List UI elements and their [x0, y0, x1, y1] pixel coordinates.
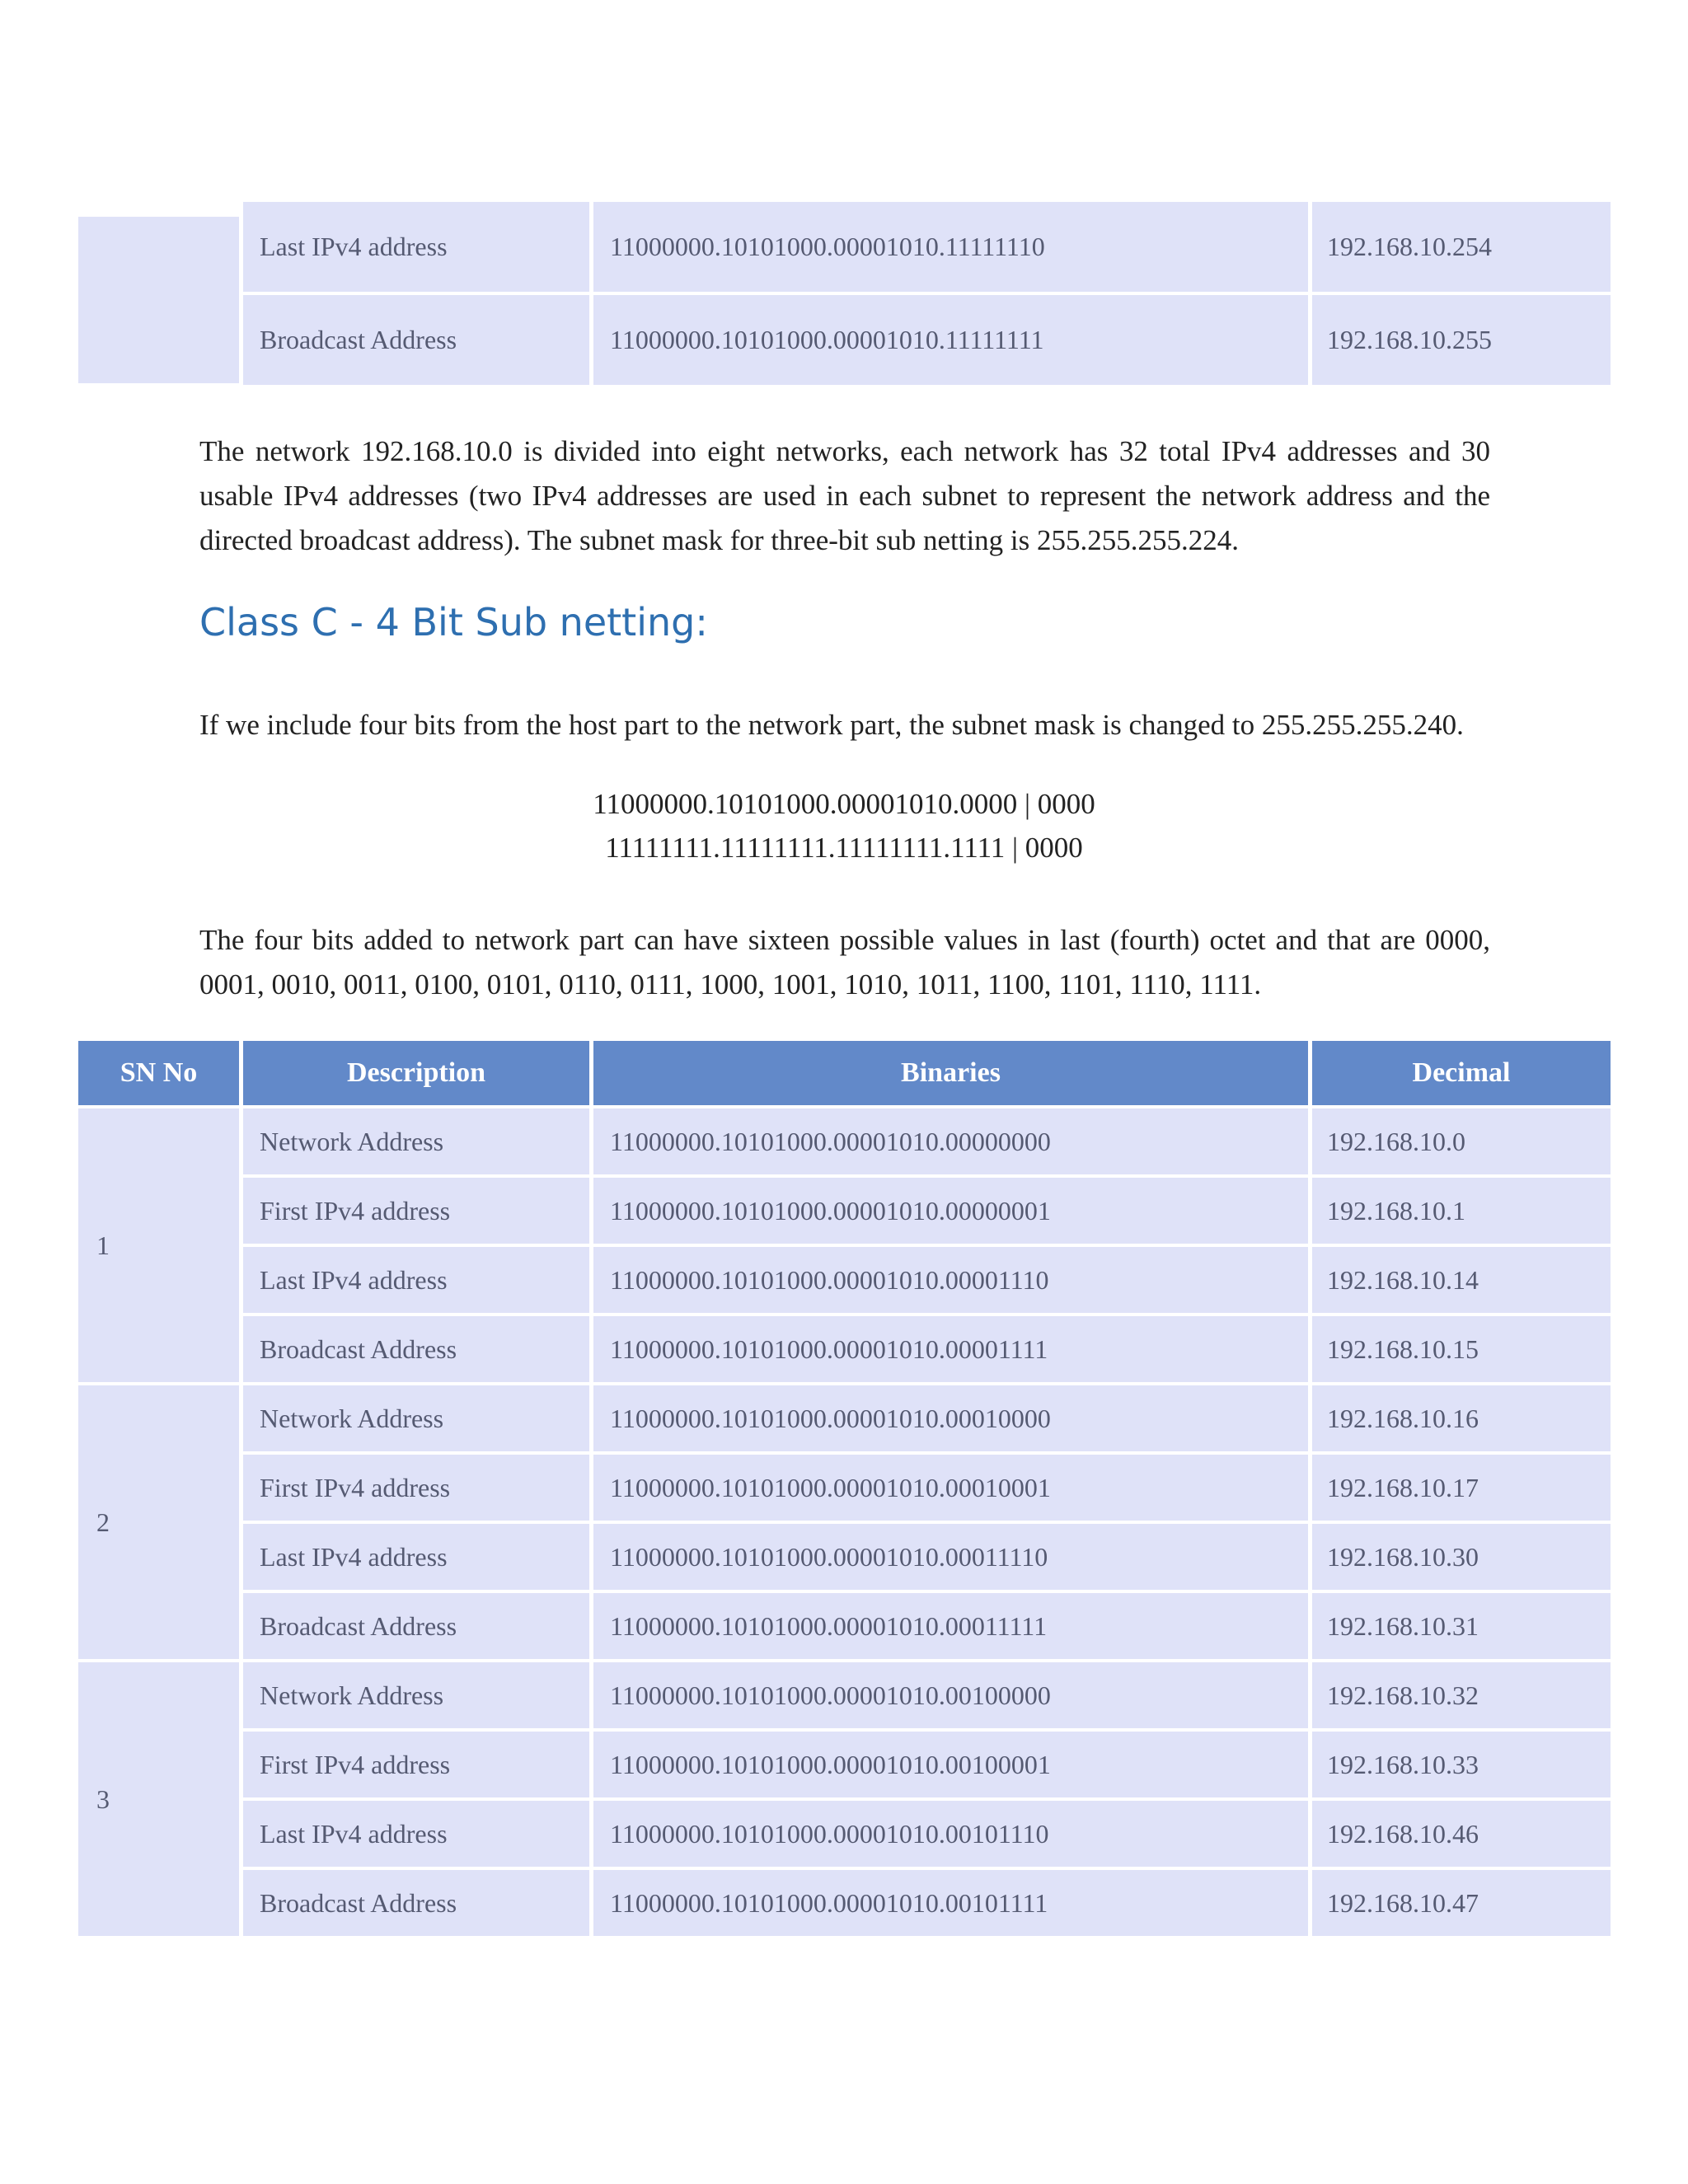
- subnet-table: [78, 1041, 1611, 1939]
- table-row: [243, 1870, 1611, 1939]
- binary-cell: 11000000.10101000.00001010.00011111: [593, 1593, 1312, 1662]
- table-row: [243, 1108, 1611, 1178]
- binary-cell: 11000000.10101000.00001010.00001110: [593, 1247, 1312, 1316]
- paragraph-four-bits: If we include four bits from the host part to the network part, the subnet mask is changed to 255.255.255.240.: [199, 709, 1464, 741]
- binary-cell: 11000000.10101000.00001010.00101111: [593, 1870, 1312, 1939]
- top-table-sn-cell: [78, 217, 243, 387]
- binary-cell: 11000000.10101000.00001010.00011110: [593, 1524, 1312, 1593]
- table-row: [243, 1247, 1611, 1316]
- description-cell: First IPv4 address: [243, 1178, 593, 1247]
- description-cell: Last IPv4 address: [243, 1801, 593, 1870]
- table-group: [78, 1108, 1611, 1385]
- description-cell: Last IPv4 address: [243, 202, 593, 295]
- binary-cell: 11000000.10101000.00001010.00010000: [593, 1385, 1312, 1455]
- table-row: [243, 1316, 1611, 1385]
- header-binaries: Binaries: [593, 1041, 1312, 1108]
- decimal-cell: 192.168.10.17: [1312, 1455, 1611, 1524]
- section-heading: Class C - 4 Bit Sub netting:: [199, 600, 708, 644]
- table-row: [243, 1178, 1611, 1247]
- description-cell: Last IPv4 address: [243, 1524, 593, 1593]
- decimal-cell: 192.168.10.32: [1312, 1662, 1611, 1732]
- table-group: [78, 1662, 1611, 1939]
- description-cell: Network Address: [243, 1385, 593, 1455]
- binary-address-line: 11000000.10101000.00001010.0000 | 0000: [593, 788, 1095, 820]
- decimal-cell: 192.168.10.255: [1312, 295, 1611, 388]
- top-table-group: [78, 202, 1611, 388]
- decimal-cell: 192.168.10.31: [1312, 1593, 1611, 1662]
- binary-cell: 11000000.10101000.00001010.00010001: [593, 1455, 1312, 1524]
- description-cell: First IPv4 address: [243, 1732, 593, 1801]
- paragraph-sixteen-values: The four bits added to network part can have sixteen possible values in last (fourth) octet and that are 0000, 0001, 0010, 0011, 0100, 0101, 0110, 0111, 1000, 1001, 1010, 1011, 1100, 1101, 1110, 1111.: [199, 924, 1490, 1001]
- table-body: [78, 1108, 1611, 1939]
- sn-cell: 1: [78, 1108, 243, 1385]
- description-cell: Broadcast Address: [243, 1316, 593, 1385]
- decimal-cell: 192.168.10.16: [1312, 1385, 1611, 1455]
- binary-mask-line: 11111111.11111111.11111111.1111 | 0000: [605, 832, 1083, 864]
- decimal-cell: 192.168.10.15: [1312, 1316, 1611, 1385]
- paragraph-eight-networks: The network 192.168.10.0 is divided into eight networks, each network has 32 total IPv4 addresses and 30 usable IPv4 addresses (two IPv4 addresses are used in each subnet to represent the network address and the directed broadcast address). The subnet mask for three-bit sub netting is 255.255.255.224.: [199, 435, 1490, 556]
- decimal-cell: 192.168.10.0: [1312, 1108, 1611, 1178]
- decimal-cell: 192.168.10.1: [1312, 1178, 1611, 1247]
- header-sn-no: SN No: [78, 1041, 243, 1108]
- binary-cell: 11000000.10101000.00001010.00100000: [593, 1662, 1312, 1732]
- description-cell: Last IPv4 address: [243, 1247, 593, 1316]
- table-group: [78, 1385, 1611, 1662]
- table-row: [243, 1524, 1611, 1593]
- binary-cell: 11000000.10101000.00001010.11111111: [593, 295, 1312, 388]
- decimal-cell: 192.168.10.14: [1312, 1247, 1611, 1316]
- header-decimal: Decimal: [1312, 1041, 1611, 1108]
- table-header-row: [78, 1041, 1611, 1108]
- description-cell: Broadcast Address: [243, 295, 593, 388]
- description-cell: First IPv4 address: [243, 1455, 593, 1524]
- description-cell: Network Address: [243, 1108, 593, 1178]
- binary-cell: 11000000.10101000.00001010.00000001: [593, 1178, 1312, 1247]
- decimal-cell: 192.168.10.33: [1312, 1732, 1611, 1801]
- table-row: [243, 295, 1611, 388]
- description-cell: Network Address: [243, 1662, 593, 1732]
- table-row: [243, 1455, 1611, 1524]
- sn-cell: 2: [78, 1385, 243, 1662]
- binary-cell: 11000000.10101000.00001010.00001111: [593, 1316, 1312, 1385]
- decimal-cell: 192.168.10.30: [1312, 1524, 1611, 1593]
- binary-cell: 11000000.10101000.00001010.00000000: [593, 1108, 1312, 1178]
- table-row: [243, 1593, 1611, 1662]
- table-row: [243, 1801, 1611, 1870]
- decimal-cell: 192.168.10.46: [1312, 1801, 1611, 1870]
- binary-cell: 11000000.10101000.00001010.00100001: [593, 1732, 1312, 1801]
- decimal-cell: 192.168.10.254: [1312, 202, 1611, 295]
- table-row: [243, 1732, 1611, 1801]
- decimal-cell: 192.168.10.47: [1312, 1870, 1611, 1939]
- sn-cell: 3: [78, 1662, 243, 1939]
- binary-cell: 11000000.10101000.00001010.11111110: [593, 202, 1312, 295]
- header-description: Description: [243, 1041, 593, 1108]
- top-table: [78, 202, 1611, 388]
- table-row: [243, 1385, 1611, 1455]
- table-row: [243, 202, 1611, 295]
- description-cell: Broadcast Address: [243, 1593, 593, 1662]
- description-cell: Broadcast Address: [243, 1870, 593, 1939]
- table-row: [243, 1662, 1611, 1732]
- binary-cell: 11000000.10101000.00001010.00101110: [593, 1801, 1312, 1870]
- top-table-rows: [243, 202, 1611, 388]
